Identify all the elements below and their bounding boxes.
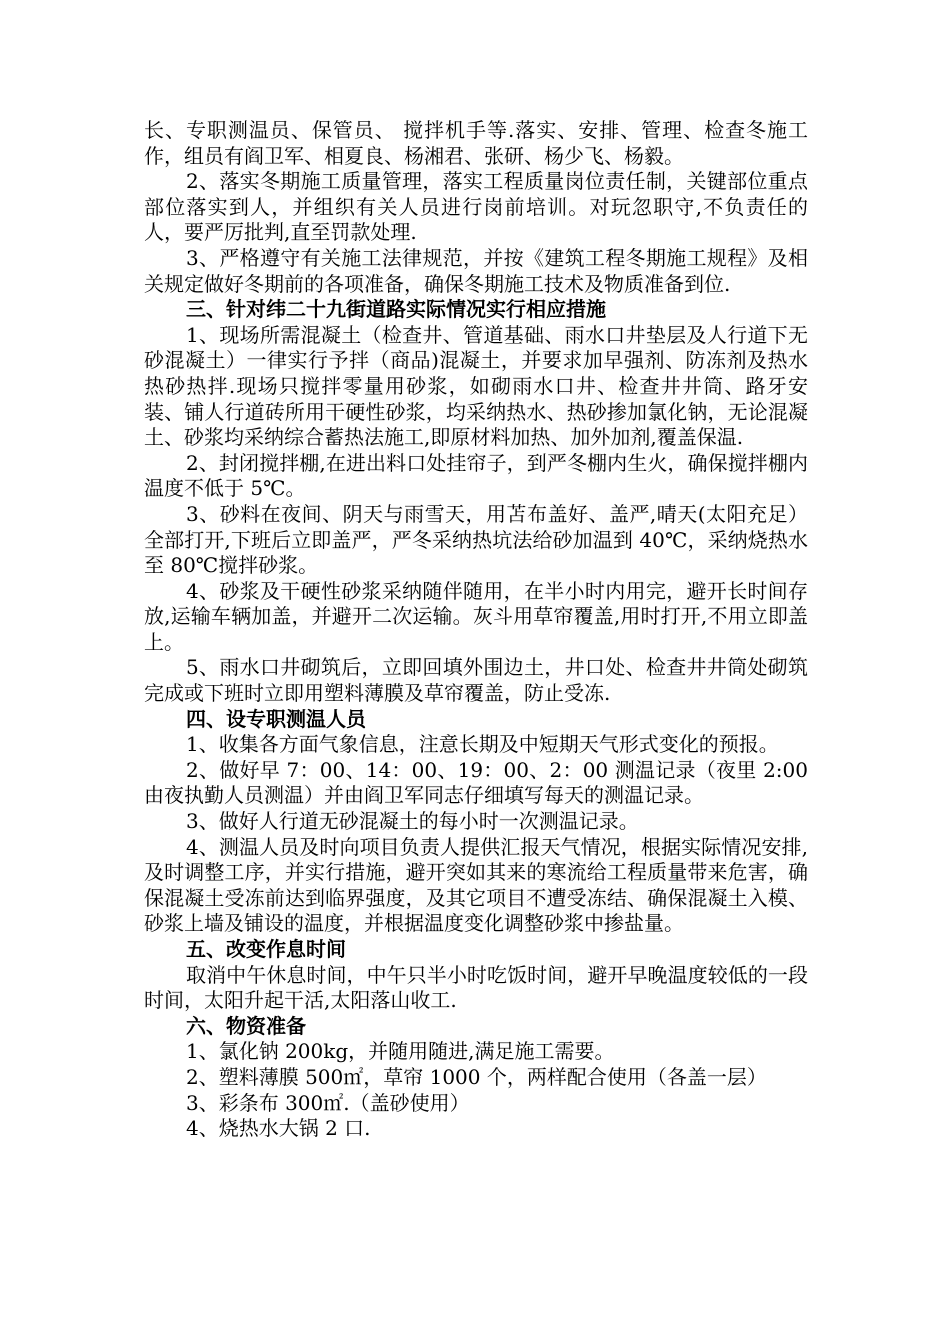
- section-heading-3: 三、针对纬二十九街道路实际情况实行相应措施: [186, 297, 606, 322]
- section-heading-5: 五、改变作息时间: [186, 937, 346, 961]
- paragraph-mixing-shed: 2、封闭搅拌棚,在进出料口处挂帘子，到严冬棚内生火，确保搅拌棚内温度不低于 5℃。: [144, 450, 808, 501]
- paragraph-rain-well: 5、雨水口井砌筑后，立即回填外围边土，井口处、检查井井筒处砌筑完成或下班时立即用塑料薄膜及草帘覆盖，防止受冻.: [144, 655, 808, 706]
- paragraph-report-weather: 4、测温人员及时向项目负责人提供汇报天气情况，根据实际情况安排,及时调整工序，并实行措施，避开突如其来的寒流给工程质量带来危害，确保混凝土受冻前达到临界强度，及其它项目不遭受冻结、确保混凝土入模、砂浆上墙及铺设的温度，并根据温度变化调整砂浆中掺盐量。: [144, 834, 808, 936]
- paragraph-quality-management: 2、落实冬期施工质量管理，落实工程质量岗位责任制，关键部位重点部位落实到人，并组织有关人员进行岗前培训。对玩忽职守,不负责任的人，要严厉批判,直至罚款处理.: [144, 169, 808, 245]
- list-item-sodium-chloride: 1、氯化钠 200kg，并随用随进,满足施工需要。: [186, 1039, 615, 1064]
- paragraph-regulations: 3、严格遵守有关施工法律规范，并按《建筑工程冬期施工规程》及相关规定做好冬期前的各项准备，确保冬期施工技术及物质准备到位.: [144, 245, 808, 296]
- document-page: [144, 118, 808, 1142]
- paragraph-mortar: 4、砂浆及干硬性砂浆采纳随伴随用，在半小时内用完，避开长时间存放,运输车辆加盖，并避开二次运输。灰斗用草帘覆盖,用时打开,不用立即盖上。: [144, 578, 808, 654]
- paragraph-continuation: 长、专职测温员、保管员、 搅拌机手等.落实、安排、管理、检查冬施工作，组员有阎卫军、相夏良、杨湘君、张研、杨少飞、杨毅。: [144, 118, 808, 168]
- paragraph-hourly-record: 3、做好人行道无砂混凝土的每小时一次测温记录。: [186, 809, 639, 834]
- section-heading-6: 六、物资准备: [186, 1013, 306, 1038]
- list-item-striped-cloth: 3、彩条布 300㎡.（盖砂使用）: [186, 1090, 470, 1115]
- paragraph-temperature-record: 2、做好早 7：00、14：00、19：00、2：00 测温记录（夜里 2:00 由夜执勤人员测温）并由阎卫军同志仔细填写每天的测温记录。: [144, 757, 808, 808]
- paragraph-sand: 3、砂料在夜间、阴天与雨雪天，用苫布盖好、盖严,晴天(太阳充足）全部打开,下班后立即盖严，严冬采纳热坑法给砂加温到 40℃，采纳烧热水至 80℃搅拌砂浆。: [144, 501, 808, 578]
- section-heading-4: 四、设专职测温人员: [186, 706, 366, 731]
- paragraph-concrete: 1、现场所需混凝土（检查井、管道基础、雨水口井垫层及人行道下无砂混凝土）一律实行予拌（商品)混凝土，并要求加早强剂、防冻剂及热水热砂热拌.现场只搅拌零量用砂浆，如砌雨水口井、检查井井筒、路牙安装、铺人行道砖所用干硬性砂浆，均采纳热水、热砂掺加氯化钠，无论混凝土、砂浆均采纳综合蓄热法施工,即原材料加热、加外加剂,覆盖保温.: [144, 322, 808, 450]
- list-item-boiler: 4、烧热水大锅 2 口.: [186, 1116, 371, 1141]
- paragraph-weather-info: 1、收集各方面气象信息，注意长期及中短期天气形式变化的预报。: [186, 732, 779, 757]
- paragraph-schedule: 取消中午休息时间，中午只半小时吃饭时间，避开早晚温度较低的一段时间，太阳升起干活,太阳落山收工.: [144, 962, 808, 1013]
- list-item-plastic-film: 2、塑料薄膜 500㎡，草帘 1000 个，两样配合使用（各盖一层）: [186, 1064, 767, 1089]
